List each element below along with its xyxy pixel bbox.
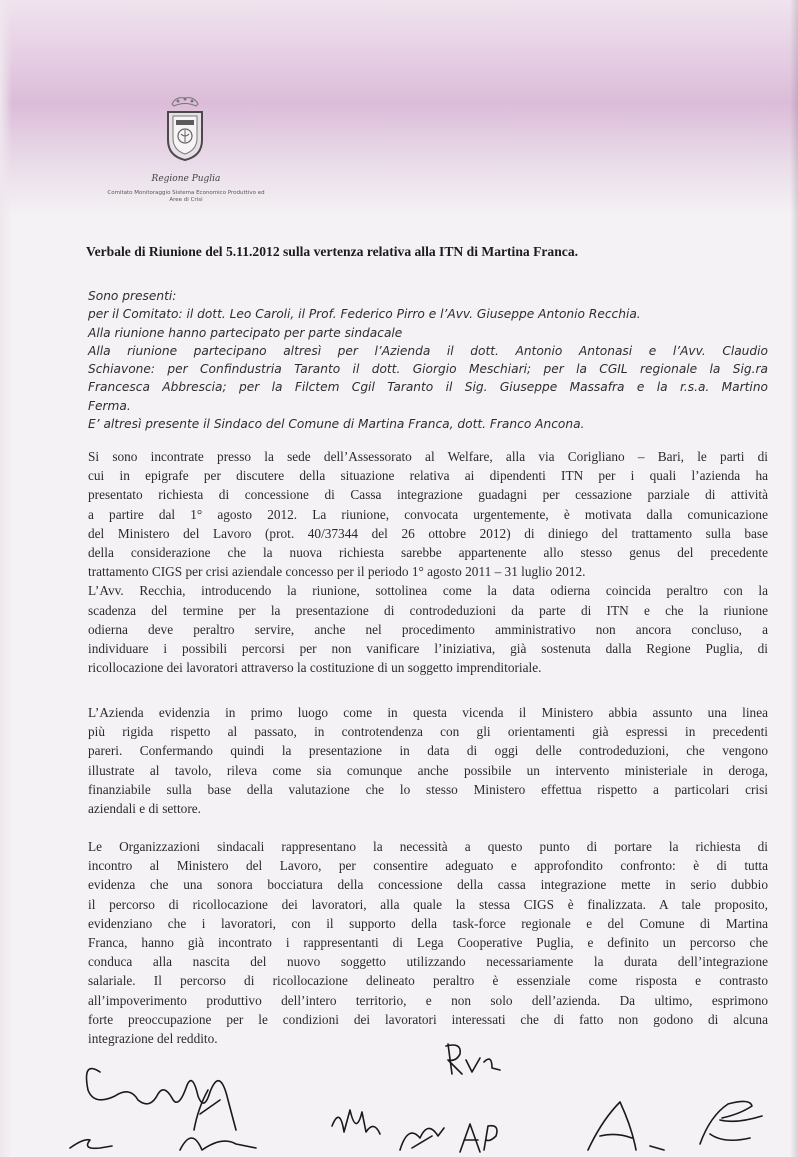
attendees-section xyxy=(88,287,768,433)
org-subtitle-line: Comitato Monitoraggio Sistema Economico Produttivo ed xyxy=(107,190,265,196)
signature-mark xyxy=(700,1101,762,1144)
attendees-line: Schiavone: per Confindustria Taranto il dott. Giorgio Meschiari; per la CGIL regionale la Sig.ra xyxy=(88,362,768,377)
paragraph-line: evidenziano che i lavoratori, con il supporto della task-force regionale e del Comune di Martina xyxy=(88,915,768,931)
attendees-line: E’ altresì presente il Sindaco del Comune di Martina Franca, dott. Franco Ancona. xyxy=(88,417,585,432)
paragraph-line: individuare i possibili percorsi per non vanificare l’iniziativa, già sostenuta dalla Regione Puglia, di xyxy=(88,641,768,657)
paragraph-line: Si sono incontrate presso la sede dell’Assessorato al Welfare, alla via Corigliano – Bari, le parti di xyxy=(88,449,768,464)
paragraph-line: a partire dal 1° agosto 2012. La riunione, convocata urgentemente, è motivata dalla comunicazione xyxy=(88,506,768,522)
attendees-line: Ferma. xyxy=(88,398,131,413)
org-name: Regione Puglia xyxy=(151,174,221,184)
paragraph-line: L’Azienda evidenzia in primo luogo come in questa vicenda il Ministero abbia assunto una linea xyxy=(88,705,768,720)
paragraph-line: scadenza del termine per la presentazione di controdeduzioni da parte di ITN e che la riunione xyxy=(88,602,768,618)
paragraph-line: del Ministero del Lavoro (prot. 40/37344 del 26 ottobre 2012) di diniego del trattamento sulla base xyxy=(88,525,768,541)
document-title: Verbale di Riunione del 5.11.2012 sulla vertenza relativa alla ITN di Martina Franca. xyxy=(86,244,579,259)
paragraph-line: incontro al Ministero del Lavoro, per consentire adeguato e approfondito confronto: è di tutta xyxy=(88,858,768,874)
paragraph-line: conduca alla nascita del nuovo soggetto utilizzando necessariamente la durata dell’integrazione xyxy=(88,954,768,970)
attendees-line: per il Comitato: il dott. Leo Caroli, il Prof. Federico Pirro e l’Avv. Giuseppe Antonio Recchia. xyxy=(88,307,641,322)
paragraph-line: Franca, hanno già incontrato i rappresentanti di Lega Cooperative Puglia, e definito un percorso che xyxy=(88,935,768,951)
attendees-line: Francesca Abbrescia; per la Filctem Cgil Taranto il Sig. Giuseppe Massafra e la r.s.a. Martino xyxy=(88,380,768,395)
signature-mark xyxy=(460,1124,497,1152)
paragraph-line: pareri. Confermando quindi la presentazione in data di oggi delle controdeduzioni, che vengono xyxy=(88,743,768,759)
paragraph-company-position xyxy=(88,703,768,818)
paragraph-line: integrazione del reddito. xyxy=(88,1031,218,1047)
paragraph-line: trattamento CIGS per crisi aziendale concesso per il periodo 1° agosto 2011 – 31 luglio 2012. xyxy=(88,564,586,580)
paragraph-line: forte preoccupazione per le condizioni dei lavoratori interessati che di fatto non godono di alcuna xyxy=(88,1011,768,1027)
org-subtitle-line: Aree di Crisi xyxy=(169,197,203,203)
signature-mark xyxy=(400,1128,444,1150)
paragraph-line: presentato richiesta di concessione di Cassa integrazione guadagni per cessazione parziale di attività xyxy=(88,487,768,503)
signature-mark xyxy=(332,1110,380,1134)
paragraph-line: il percorso di ricollocazione dei lavoratori, alla quale la stessa CIGS è finalizzata. A tale proposito, xyxy=(88,896,768,912)
paragraph-line: L’Avv. Recchia, introducendo la riunione, sottolinea come la data odierna coincida peraltro con la xyxy=(88,583,768,599)
signature-mark xyxy=(446,1044,500,1074)
letterhead xyxy=(86,94,286,214)
paragraph-line: evidenza che una sonora bocciatura della concessione della cassa integrazione mette in serio dubbio xyxy=(88,877,768,893)
paragraph-union-position xyxy=(88,837,768,1048)
paragraph-line: Le Organizzazioni sindacali rappresentano la necessità a questo punto di portare la richiesta di xyxy=(88,839,768,854)
paragraph-line: della considerazione che la nuova richiesta sarebbe appartenente allo stesso genus del precedente xyxy=(88,545,768,561)
signature-mark xyxy=(180,1138,256,1150)
paragraph-line: salariale. Il percorso di ricollocazione delineato peraltro è essenziale come risposta e contrasto xyxy=(88,973,768,989)
signatures-area xyxy=(60,1040,790,1157)
paragraph-line: aziendali e di settore. xyxy=(88,801,201,817)
paragraph-line: odierna deve peraltro servire, anche nel procedimento amministrativo non ancora concluso, a xyxy=(88,621,768,637)
attendees-line: Alla riunione partecipano altresì per l’Azienda il dott. Antonio Antonasi e l’Avv. Claudio xyxy=(88,343,768,358)
paragraph-line: ricollocazione dei lavoratori attraverso la costituzione di un soggetto imprenditoriale. xyxy=(88,660,542,676)
signature-mark xyxy=(588,1102,664,1150)
scan-right-edge xyxy=(790,0,798,1157)
paragraph-meeting-context xyxy=(88,447,768,677)
org-subtitle xyxy=(86,190,286,204)
paragraph-line: più rigida rispetto al passato, in controtendenza con gli orientamenti già espressi in precedenti xyxy=(88,724,768,740)
paragraph-line: illustrate al tavolo, rileva come sia comunque anche possibile un intervento ministeriale in deroga, xyxy=(88,762,768,778)
paragraph-line: all’impoverimento produttivo dell’intero territorio, e non solo dell’azienda. Da ultimo, esprimono xyxy=(88,992,768,1008)
signature-mark xyxy=(87,1069,237,1130)
attendees-line: Sono presenti: xyxy=(88,289,177,303)
attendees-line: Alla riunione hanno partecipato per parte sindacale xyxy=(88,325,403,340)
paragraph-line: finanziabile sulla base della valutazione che lo stesso Ministero effettua rispetto a particolari crisi xyxy=(88,781,768,797)
scan-left-edge xyxy=(0,0,12,1157)
regional-coat-of-arms-icon xyxy=(162,94,208,164)
paragraph-line: cui in epigrafe per discutere della situazione relativa ai dipendenti ITN per i quali l’azienda ha xyxy=(88,468,768,484)
signature-mark xyxy=(70,1140,112,1149)
